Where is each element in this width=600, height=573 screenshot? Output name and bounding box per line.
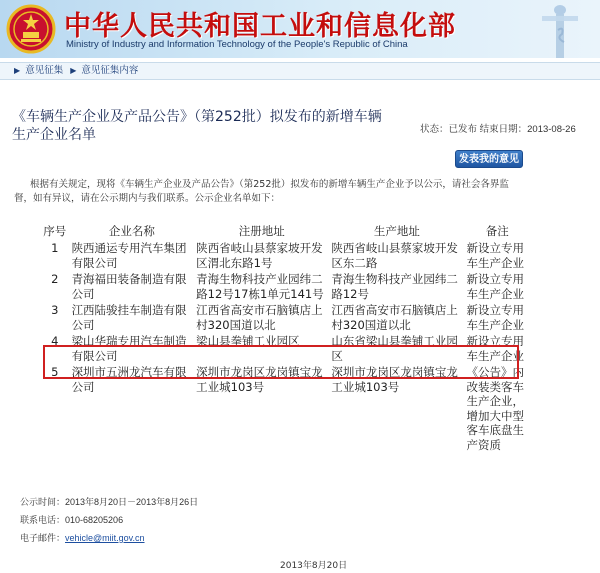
contact-phone-value: 010-68205206 <box>65 515 124 525</box>
cell-prod-address: 江西省高安市石脑镇店上村320国道以北 <box>331 303 458 332</box>
publicity-period-value: 2013年8月20日－2013年8月26日 <box>65 497 199 507</box>
cell-reg-address: 梁山县拳铺工业园区 <box>196 334 300 348</box>
cell-reg-address: 青海生物科技产业园纬二路12号17栋1单元141号 <box>196 272 324 301</box>
cell-prod-address: 山东省梁山县拳铺工业园区 <box>331 334 458 363</box>
breadcrumb-arrow-icon: ▶ <box>14 66 21 75</box>
site-title: 中华人民共和国工业和信息化部 <box>64 11 456 42</box>
cell-name: 江西陆骏挂车制造有限公司 <box>71 303 187 332</box>
cell-note: 新设立专用车生产企业 <box>466 241 525 270</box>
cell-name: 陕西通运专用汽车集团有限公司 <box>71 241 187 270</box>
cell-reg-address: 深圳市龙岗区龙岗镇宝龙工业城103号 <box>196 365 323 394</box>
publicity-period <box>20 495 198 508</box>
cell-no: 1 <box>51 241 59 255</box>
intro-paragraph: 根据有关规定，现将《车辆生产企业及产品公告》（第252批）拟发布的新增车辆生产企业予以公示，请社会各界监督，如有异议，请在公示期内与我们联系。公示企业名单如下： <box>14 179 509 204</box>
breadcrumb-opinion-content[interactable]: 意见征集内容 <box>81 65 139 76</box>
site-subtitle: Ministry of Industry and Information Technology of the People's Republic of China <box>66 39 408 50</box>
cell-name: 青海福田装备制造有限公司 <box>71 272 187 301</box>
cell-name: 深圳市五洲龙汽车有限公司 <box>71 365 187 394</box>
cell-prod-address: 青海生物科技产业园纬二路12号 <box>331 272 458 301</box>
cell-note: 《公告》内改装类客车生产企业，增加大中型客车底盘生产资质 <box>466 365 525 452</box>
contact-phone <box>20 513 123 526</box>
header-no: 序号 <box>43 224 67 238</box>
contact-email-link[interactable]: vehicle@miit.gov.cn <box>65 533 145 543</box>
issue-date: 2013年8月20日 <box>280 561 348 571</box>
cell-prod-address: 深圳市龙岗区龙岗镇宝龙工业城103号 <box>331 365 458 394</box>
contact-email <box>20 531 145 544</box>
table-row <box>40 240 530 271</box>
status-line: 状态：已发布 结束日期：2013-08-26 <box>420 124 576 135</box>
enterprise-table <box>40 222 530 453</box>
huabiao-pillar-icon <box>536 0 586 58</box>
cell-note: 新设立专用车生产企业 <box>466 272 525 301</box>
highlight-box <box>43 345 519 379</box>
cell-name: 梁山华瑞专用汽车制造有限公司 <box>71 334 187 363</box>
contact-phone-label: 联系电话： <box>20 516 66 526</box>
post-opinion-button[interactable]: 发表我的意见 <box>455 150 523 168</box>
cell-note: 新设立专用车生产企业 <box>466 303 525 332</box>
breadcrumb <box>0 62 600 80</box>
contact-email-label: 电子邮件： <box>20 534 66 544</box>
cell-note: 新设立专用车生产企业 <box>466 334 525 363</box>
header-reg-address: 注册地址 <box>238 224 285 238</box>
table-header-row <box>40 222 530 240</box>
header-prod-address: 生产地址 <box>373 224 420 238</box>
cell-reg-address: 陕西省岐山县蔡家坡开发区渭北东路1号 <box>196 241 323 270</box>
table-row <box>40 271 530 302</box>
breadcrumb-opinion-collection[interactable]: 意见征集 <box>25 65 64 76</box>
site-banner <box>0 0 600 58</box>
table-row <box>40 302 530 333</box>
cell-no: 2 <box>51 272 59 286</box>
cell-no: 3 <box>51 303 59 317</box>
cell-reg-address: 江西省高安市石脑镇店上村320国道以北 <box>196 303 323 332</box>
publicity-period-label: 公示时间： <box>20 498 66 508</box>
breadcrumb-arrow-icon: ▶ <box>70 66 77 75</box>
cell-no: 4 <box>51 334 59 348</box>
cell-prod-address: 陕西省岐山县蔡家坡开发区东二路 <box>331 241 458 270</box>
national-emblem-icon <box>6 4 56 54</box>
notice-title: 《车辆生产企业及产品公告》（第252批）拟发布的新增车辆生产企业名单 <box>12 109 382 143</box>
header-note: 备注 <box>485 224 509 238</box>
cell-no: 5 <box>51 365 59 379</box>
header-name: 企业名称 <box>108 224 155 238</box>
